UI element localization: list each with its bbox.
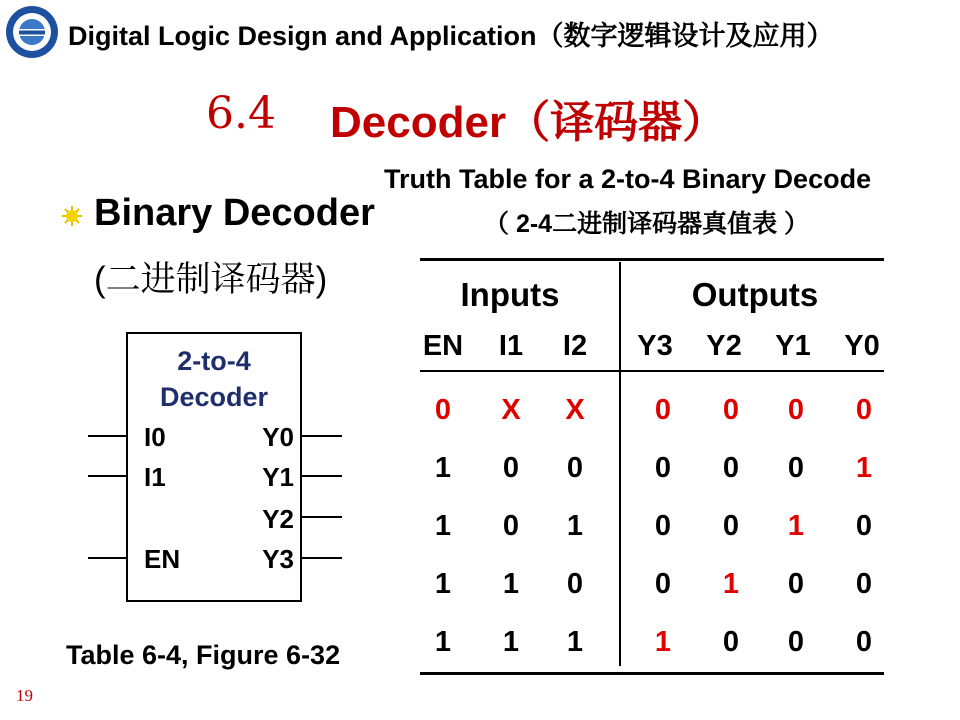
outputs-group-header: Outputs: [691, 276, 819, 313]
output-wire-y0: [302, 435, 342, 437]
column-header-y0: Y0: [844, 330, 880, 362]
output-cell: 1: [855, 452, 873, 484]
section-title: Decoder（译码器）: [330, 98, 727, 147]
output-cell: 0: [855, 394, 873, 426]
truth-table-subtitle: （ 2-4二进制译码器真值表 ）: [484, 210, 810, 238]
input-cell: 1: [434, 452, 452, 484]
course-title: Digital Logic Design and Application（数字逻辑设计及应用）: [68, 21, 834, 51]
input-cell: 0: [502, 510, 520, 542]
page-number: 19: [16, 686, 33, 705]
output-wire-y1: [302, 475, 342, 477]
pin-label-y3: Y3: [262, 544, 294, 574]
input-cell: 0: [566, 452, 584, 484]
pin-label-y2: Y2: [262, 504, 294, 534]
output-cell: 0: [722, 394, 740, 426]
input-cell: 1: [502, 626, 520, 658]
output-wire-y3: [302, 557, 342, 559]
input-cell: 0: [502, 452, 520, 484]
output-cell: 0: [722, 452, 740, 484]
inputs-group-header: Inputs: [460, 276, 560, 313]
output-cell: 0: [722, 510, 740, 542]
university-seal-logo: [4, 4, 60, 60]
input-cell: 0: [434, 394, 452, 426]
input-wire-en: [88, 557, 126, 559]
bullet-heading: Binary Decoder: [94, 192, 375, 234]
input-cell: 1: [502, 568, 520, 600]
output-cell: 0: [654, 394, 672, 426]
column-header-en: EN: [422, 330, 464, 362]
input-cell: 1: [434, 626, 452, 658]
input-cell: X: [501, 394, 521, 426]
input-cell: 1: [434, 568, 452, 600]
output-cell: 0: [787, 626, 805, 658]
output-wire-y2: [302, 516, 342, 518]
column-header-y1: Y1: [775, 330, 811, 362]
section-number: 6.4: [206, 88, 276, 139]
output-cell: 0: [722, 626, 740, 658]
output-cell: 0: [855, 510, 873, 542]
table-header-rule: [420, 370, 884, 372]
bullet-subheading: (二进制译码器): [94, 260, 328, 299]
pin-label-y1: Y1: [262, 462, 294, 492]
input-cell: 0: [566, 568, 584, 600]
output-cell: 0: [654, 510, 672, 542]
column-header-i2: I2: [562, 330, 588, 362]
decoder-block-symbol: [126, 332, 302, 602]
column-header-y3: Y3: [637, 330, 673, 362]
decoder-name-line2: Decoder: [159, 382, 269, 412]
pin-label-en: EN: [144, 544, 181, 574]
pin-label-y0: Y0: [262, 422, 294, 452]
output-cell: 1: [654, 626, 672, 658]
input-cell: X: [565, 394, 585, 426]
decoder-name-line1: 2-to-4: [177, 346, 251, 376]
output-cell: 0: [787, 568, 805, 600]
column-header-i1: I1: [498, 330, 524, 362]
output-cell: 0: [787, 452, 805, 484]
pin-label-i1: I1: [144, 462, 166, 492]
table-bottom-rule: [420, 672, 884, 675]
column-header-y2: Y2: [706, 330, 742, 362]
output-cell: 1: [787, 510, 805, 542]
output-cell: 0: [855, 626, 873, 658]
pin-label-i0: I0: [144, 422, 166, 452]
input-wire-i0: [88, 435, 126, 437]
output-cell: 0: [654, 452, 672, 484]
output-cell: 1: [722, 568, 740, 600]
input-cell: 1: [434, 510, 452, 542]
table-top-rule: [420, 258, 884, 261]
input-cell: 1: [566, 626, 584, 658]
output-cell: 0: [787, 394, 805, 426]
input-cell: 1: [566, 510, 584, 542]
input-wire-i1: [88, 475, 126, 477]
figure-caption: Table 6-4, Figure 6-32: [66, 640, 341, 670]
sun-bullet-icon: [62, 206, 82, 226]
truth-table-title: Truth Table for a 2-to-4 Binary Decode: [384, 164, 872, 194]
output-cell: 0: [654, 568, 672, 600]
table-divider: [619, 262, 621, 666]
output-cell: 0: [855, 568, 873, 600]
